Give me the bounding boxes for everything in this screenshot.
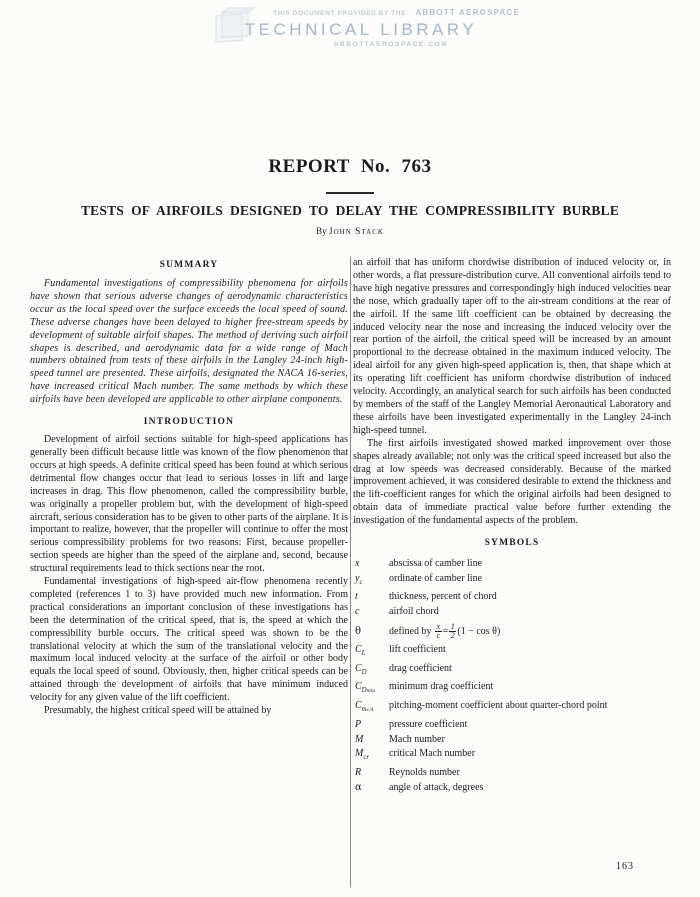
symbol-row-cmc4: $C_{mc/4}$ pitching-moment coefficient about quarter-chord point <box>353 699 671 718</box>
symbol-row-x: x abscissa of camber line <box>353 557 671 572</box>
introduction-paragraph-3: Presumably, the highest critical speed will be attained by <box>44 705 272 717</box>
summary-heading: SUMMARY <box>159 260 219 270</box>
summary-paragraph: Fundamental investigations of compressibility phenomena for airfoils have shown that serious adverse changes of aerodynamic characteristics occur as the local speed over the surface exceeds the local speed of sound. These adverse changes have been delayed to higher free-stream speeds by development of suitable airfoil shapes. The method of deriving such airfoil shapes is described, and aerodynamic data for a wide range of Mach numbers obtained from tests of these airfoils in the Langley 24-inch high-speed tunnel are presented. These airfoils, designated the NACA 16-series, have increased critical Mach number. The same methods by which these airfoils have been developed are applicable to other airplane components. <box>30 278 348 406</box>
theta-definition-equation: defined by $\frac{x}{c}$ = $\frac{1}{2}$ (1 − cos θ) <box>389 621 501 641</box>
symbol-row-mcr: $M_{cr}$ critical Mach number <box>353 747 671 766</box>
abbott-aerospace-watermark <box>196 2 526 48</box>
symbol-alpha: α <box>355 781 362 793</box>
body-paragraph-continued: an airfoil that has uniform chordwise distribution of induced velocity or, in other words, a flat pressure-distribution curve. All conventional airfoils tend to have high negative pressures and correspondingly high induced velocities near the nose, which gradually taper off to the air-stream conditions at the rear of the airfoil. If the same lift coefficient can be obtained by decreasing the induced velocity near the nose and increasing the induced velocity over the rear portion of the airfoil, the critical speed will be increased by an amount proportional to the decrease obtained in the maximum induced velocity. The ideal airfoil for any given high-speed application is, then, that shape which at its operating lift coefficient has uniform chordwise distribution of induced velocity. Accordingly, an analytical search for such airfoils has been conducted by members of the staff of the Langley Memorial Aeronautical Laboratory and these airfoils have been investigated experimentally in the Langley 24-inch high-speed tunnel. <box>353 257 671 436</box>
symbol-cdmin: $C_{Dmin}$ <box>355 681 375 695</box>
author-name: John Stack <box>328 227 384 237</box>
provided-by-text: THIS DOCUMENT PROVIDED BY THE <box>273 10 406 17</box>
right-column <box>353 257 671 887</box>
symbol-row-t: t thickness, percent of chord <box>353 590 671 605</box>
symbol-theta: θ <box>355 625 362 637</box>
abbottaerospace-url: ABBOTTAEROSPACE.COM <box>333 41 449 48</box>
symbol-row-yc: $y_c$ ordinate of camber line <box>353 572 671 591</box>
body-paragraph-2: The first airfoils investigated showed marked improvement over those shapes already available; not only was the critical speed increased but also the drag at low speeds was decreased considerably. Because of the marked improvement achieved, it was considered desirable to extend the thickness and the lift-coefficient ranges for which the original airfoils had been designed to obtain data of immediate practical value before further extending the investigation of the fundamental aspects of the problem. <box>353 437 671 527</box>
symbol-cl: $C_L$ <box>355 644 366 658</box>
page-number: 163 <box>616 861 634 872</box>
symbol-cd: $C_D$ <box>355 662 367 676</box>
symbol-row-cdmin: $C_{Dmin}$ minimum drag coefficient <box>353 680 671 699</box>
byline <box>0 226 700 237</box>
left-column <box>30 257 348 887</box>
fraction-one-half: $\frac{1}{2}$ <box>450 621 455 641</box>
symbol-row-p: P pressure coefficient <box>353 718 671 733</box>
technical-library-text: TECHNICAL LIBRARY <box>244 20 478 39</box>
introduction-heading: INTRODUCTION <box>143 417 235 428</box>
symbol-row-cd: $C_D$ drag coefficient <box>353 662 671 681</box>
symbol-row-r: R Reynolds number <box>353 766 671 781</box>
abbott-aerospace-brand: ABBOTT AEROSPACE <box>415 8 520 17</box>
symbol-row-c: c airfoil chord <box>353 605 671 620</box>
introduction-paragraph-2: Fundamental investigations of high-speed air-flow phenomena recently completed (references 1 to 3) have provided much new information. From practical considerations an important conclusion of these investigations has been the determination of the critical speed, that is, the speed at which the compressibility burble occurs. The critical speed was shown to be the translational velocity at which the sum of the translational velocity and the maximum local induced velocity at the surface of the airfoil or other body equals the local speed of sound. Obviously, then, higher critical speeds can be attained through the development of airfoils that have minimum induced velocity for any given value of the lift coefficient. <box>30 576 348 704</box>
symbol-row-cl: $C_L$ lift coefficient <box>353 643 671 662</box>
symbol-p: P <box>355 718 362 730</box>
symbol-mcr: $M_{cr}$ <box>355 748 370 762</box>
introduction-paragraph-1: Development of airfoil sections suitable for high-speed applications has generally been difficult because little was known of the flow phenomenon that occurs at high speeds. A definite critical speed has been found at which serious detrimental flow changes occur that lead to serious losses in lift and large increases in drag. This flow phenomenon, called the compressibility burble, was originally a propeller problem but, with the development of high-speed aircraft, serious consideration has to be given to other parts of the airplane. It is important to realize, however, that the propeller will continue to offer the most serious compressibility problems for two reasons: First, because propeller-section speeds are higher than the speed of the airplane and, second, because structural requirements lead to thick sections near the root. <box>30 434 348 575</box>
page-title: TESTS OF AIRFOILS DESIGNED TO DELAY THE COMPRESSIBILITY BURBLE <box>80 203 620 218</box>
symbol-yc: $y_c$ <box>355 572 363 586</box>
symbol-row-theta <box>353 623 671 641</box>
symbol-c: c <box>355 606 360 618</box>
symbol-r: R <box>355 766 362 778</box>
symbol-row-m: M Mach number <box>353 733 671 748</box>
column-divider-rule <box>350 257 351 887</box>
symbol-x: x <box>355 558 360 570</box>
symbols-heading: SYMBOLS <box>484 538 540 549</box>
symbols-list <box>353 557 671 795</box>
symbol-m: M <box>355 733 364 745</box>
title-rule <box>326 192 374 194</box>
byline-prefix: By <box>316 226 327 236</box>
symbol-cmc4: $C_{mc/4}$ <box>355 700 374 714</box>
report-number: REPORT No. 763 <box>268 156 432 177</box>
symbol-row-alpha: α angle of attack, degrees <box>353 781 671 796</box>
two-column-body <box>30 257 672 887</box>
fraction-x-over-c: $\frac{x}{c}$ <box>436 621 441 641</box>
symbol-t: t <box>355 591 358 603</box>
